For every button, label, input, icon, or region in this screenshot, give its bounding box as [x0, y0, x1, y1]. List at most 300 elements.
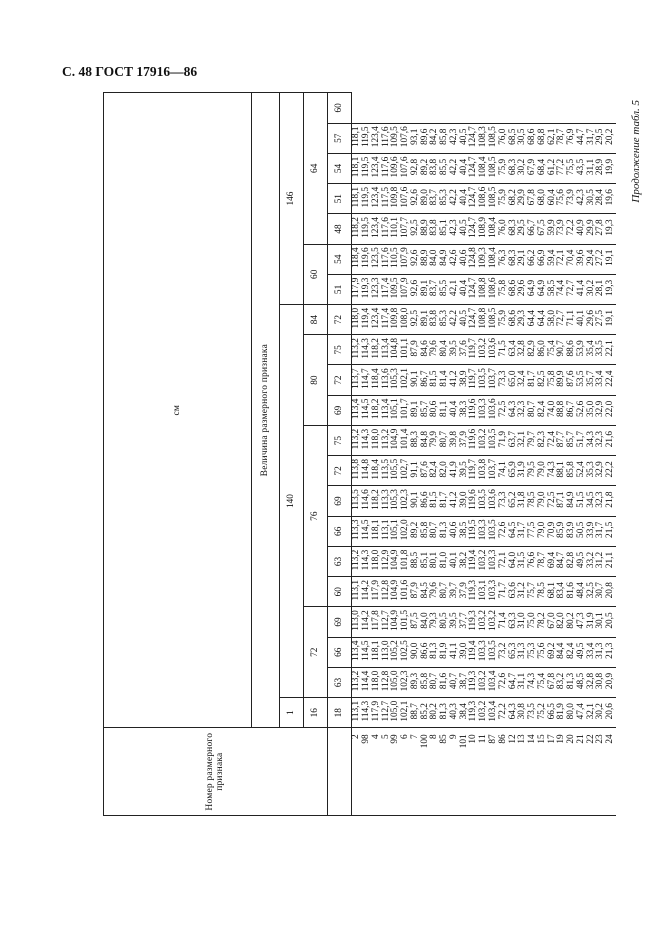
value-cell: 73,9	[557, 214, 567, 244]
value-cell: 85,9	[557, 516, 567, 546]
value-cell: 105,2	[391, 637, 401, 667]
value-cell: 114,3	[362, 546, 372, 576]
level3-header: 69	[328, 607, 352, 637]
value-cell: 82,0	[557, 607, 567, 637]
level3-header: 51	[328, 184, 352, 214]
value-cell: 113,0	[381, 637, 391, 667]
value-cell: 124,8	[469, 244, 479, 274]
value-cell: 81,0	[440, 546, 450, 576]
value-cell: 118,2	[372, 395, 382, 425]
value-cell: 68,6	[528, 123, 538, 153]
value-cell: 71,7	[499, 577, 509, 607]
value-cell: 114,8	[362, 456, 372, 486]
value-cell: 83,8	[430, 153, 440, 183]
value-cell: 32,4	[518, 365, 528, 395]
value-cell: 32,9	[596, 395, 606, 425]
value-cell: 38,7	[459, 667, 469, 697]
value-cell: 119,4	[469, 637, 479, 667]
value-cell: 101,6	[401, 577, 411, 607]
value-cell: 114,5	[362, 637, 372, 667]
level3-header: 63	[328, 546, 352, 576]
value-cell: 71,9	[499, 425, 509, 455]
value-cell: 123,4	[372, 153, 382, 183]
value-cell: 20,6	[606, 698, 616, 728]
value-cell: 82,4	[430, 456, 440, 486]
value-cell: 42,2	[450, 153, 460, 183]
value-cell: 44,7	[577, 123, 587, 153]
value-cell: 105,5	[391, 456, 401, 486]
value-cell: 90,1	[411, 486, 421, 516]
row-number-cell: 10	[469, 728, 479, 816]
value-cell: 123,4	[372, 184, 382, 214]
value-cell: 83,8	[430, 214, 440, 244]
row-number-cell: 101	[459, 728, 469, 816]
value-cell: 81,7	[528, 365, 538, 395]
value-cell: 103,7	[489, 365, 499, 395]
value-cell: 89,2	[420, 153, 430, 183]
value-cell: 19,1	[606, 305, 616, 335]
value-cell: 88,9	[420, 244, 430, 274]
value-cell: 113,1	[352, 698, 362, 728]
value-cell: 103,3	[479, 516, 489, 546]
value-cell: 39,0	[459, 486, 469, 516]
value-cell: 82,3	[538, 425, 548, 455]
value-cell: 31,2	[596, 546, 606, 576]
level3-header: 18	[328, 698, 352, 728]
value-cell: 85,7	[567, 425, 577, 455]
value-cell: 108,8	[479, 274, 489, 304]
value-cell: 86,6	[420, 486, 430, 516]
value-cell: 119,5	[362, 214, 372, 244]
value-cell: 92,5	[411, 214, 421, 244]
value-cell: 80,4	[440, 335, 450, 365]
value-cell: 74,1	[499, 456, 509, 486]
value-cell: 75,0	[528, 607, 538, 637]
value-cell: 108,4	[489, 244, 499, 274]
value-cell: 67,9	[528, 153, 538, 183]
value-cell: 105,0	[391, 698, 401, 728]
level3-header: 48	[328, 214, 352, 244]
value-cell: 19,1	[606, 244, 616, 274]
value-cell: 20,9	[606, 667, 616, 697]
value-cell: 30,5	[586, 184, 596, 214]
value-cell: 50,5	[577, 516, 587, 546]
value-cell: 51,5	[577, 486, 587, 516]
value-cell: 82,4	[567, 637, 577, 667]
value-cell: 119,6	[362, 244, 372, 274]
value-cell: 48,5	[577, 667, 587, 697]
value-cell: 89,1	[420, 274, 430, 304]
value-cell: 102,3	[401, 667, 411, 697]
level3-header: 51	[328, 274, 352, 304]
value-cell: 119,5	[362, 153, 372, 183]
value-cell: 40,4	[459, 274, 469, 304]
level3-header: 60	[328, 577, 352, 607]
value-cell: 47,4	[577, 698, 587, 728]
value-cell: 112,9	[381, 546, 391, 576]
value-cell: 118,1	[372, 516, 382, 546]
value-cell: 66,9	[538, 244, 548, 274]
value-cell: 21,5	[606, 516, 616, 546]
value-cell: 114,3	[362, 698, 372, 728]
value-cell: 89,3	[411, 667, 421, 697]
value-cell: 113,4	[381, 335, 391, 365]
value-cell: 81,1	[440, 395, 450, 425]
value-cell: 118,2	[352, 214, 362, 244]
level3-header: 69	[328, 395, 352, 425]
value-cell: 42,3	[577, 184, 587, 214]
rotated-table-container	[103, 92, 616, 816]
value-cell: 101,4	[401, 425, 411, 455]
value-cell: 117,9	[372, 577, 382, 607]
value-cell: 20,2	[606, 123, 616, 153]
value-cell: 74,0	[547, 395, 557, 425]
row-number-cell: 13	[518, 728, 528, 816]
row-number-cell: 8	[430, 728, 440, 816]
level3-header: 54	[328, 153, 352, 183]
value-cell: 42,2	[450, 184, 460, 214]
value-cell: 104,9	[391, 425, 401, 455]
value-cell: 84,4	[557, 637, 567, 667]
value-cell: 91,1	[411, 456, 421, 486]
value-cell: 109,5	[391, 274, 401, 304]
value-cell: 113,7	[352, 365, 362, 395]
value-cell: 92,5	[411, 305, 421, 335]
value-cell: 19,9	[606, 153, 616, 183]
value-cell: 119,6	[469, 486, 479, 516]
value-cell: 119,3	[469, 607, 479, 637]
value-cell: 103,5	[479, 365, 489, 395]
value-cell: 73,3	[499, 365, 509, 395]
value-cell: 51,7	[577, 425, 587, 455]
value-cell: 108,4	[479, 153, 489, 183]
value-cell: 124,7	[469, 153, 479, 183]
value-cell: 103,5	[489, 516, 499, 546]
value-cell: 85,8	[567, 456, 577, 486]
value-cell: 113,2	[352, 335, 362, 365]
value-cell: 89,2	[411, 516, 421, 546]
value-cell: 29,9	[518, 184, 528, 214]
value-cell: 42,6	[450, 244, 460, 274]
value-cell: 117,6	[381, 153, 391, 183]
value-cell: 101,1	[401, 335, 411, 365]
level3-header: 66	[328, 516, 352, 546]
value-cell: 52,4	[577, 456, 587, 486]
value-cell: 110,1	[391, 214, 401, 244]
value-cell: 28,4	[596, 184, 606, 214]
table-row	[372, 93, 382, 816]
value-cell: 81,3	[567, 667, 577, 697]
value-cell: 114,3	[362, 335, 372, 365]
row-number-cell: 87	[489, 728, 499, 816]
value-cell: 30,2	[596, 698, 606, 728]
value-cell: 47,3	[577, 607, 587, 637]
value-cell: 113,1	[352, 577, 362, 607]
value-cell: 39,7	[450, 577, 460, 607]
value-cell: 68,1	[547, 577, 557, 607]
value-cell: 113,2	[352, 425, 362, 455]
row-number-cell: 5	[381, 728, 391, 816]
row-number-cell: 12	[508, 728, 518, 816]
value-cell: 114,5	[362, 395, 372, 425]
value-cell: 68,3	[508, 214, 518, 244]
value-cell: 29,1	[518, 244, 528, 274]
value-cell: 89,1	[411, 395, 421, 425]
row-number-cell: 21	[577, 728, 587, 816]
value-cell: 58,0	[547, 305, 557, 335]
value-cell: 102,1	[401, 365, 411, 395]
value-cell: 63,4	[508, 335, 518, 365]
value-cell: 62,1	[547, 123, 557, 153]
level1-header: 1	[280, 698, 304, 728]
value-cell: 79,6	[430, 577, 440, 607]
level3-header: 57	[328, 123, 352, 153]
value-cell: 85,8	[420, 667, 430, 697]
value-cell: 84,0	[420, 607, 430, 637]
value-cell: 80,2	[430, 698, 440, 728]
value-cell: 80,2	[567, 607, 577, 637]
value-cell: 113,4	[352, 637, 362, 667]
value-cell: 119,7	[469, 456, 479, 486]
value-cell: 52,6	[577, 395, 587, 425]
value-cell: 40,5	[459, 123, 469, 153]
value-cell: 59,9	[547, 214, 557, 244]
value-cell: 64,4	[528, 305, 538, 335]
value-cell: 42,1	[450, 274, 460, 304]
value-cell: 103,7	[489, 456, 499, 486]
value-cell: 68,2	[508, 184, 518, 214]
value-cell: 32,9	[596, 456, 606, 486]
value-cell: 65,9	[508, 456, 518, 486]
value-cell: 71,5	[499, 335, 509, 365]
value-cell: 67,8	[547, 667, 557, 697]
value-cell: 84,2	[430, 123, 440, 153]
value-cell: 80,7	[430, 667, 440, 697]
value-cell: 103,2	[479, 335, 489, 365]
row-number-cell: 17	[547, 728, 557, 816]
value-cell: 68,8	[538, 123, 548, 153]
value-cell: 119,3	[469, 667, 479, 697]
value-cell: 112,8	[381, 577, 391, 607]
value-cell: 87,9	[411, 335, 421, 365]
value-cell: 31,0	[518, 607, 528, 637]
level3-header: 72	[328, 365, 352, 395]
value-cell: 40,4	[450, 395, 460, 425]
value-cell: 64,9	[538, 274, 548, 304]
value-cell: 67,0	[547, 607, 557, 637]
value-cell: 103,1	[479, 577, 489, 607]
value-cell: 72,7	[567, 274, 577, 304]
value-cell: 113,5	[381, 456, 391, 486]
value-cell: 103,3	[479, 637, 489, 667]
value-cell: 30,7	[596, 577, 606, 607]
value-cell: 102,0	[401, 516, 411, 546]
header-unit-text: см	[171, 404, 182, 416]
value-cell: 58,5	[547, 274, 557, 304]
value-cell: 32,8	[518, 335, 528, 365]
value-cell: 74,3	[528, 667, 538, 697]
value-cell: 92,8	[411, 153, 421, 183]
value-cell: 85,8	[440, 123, 450, 153]
row-number-cell: 86	[499, 728, 509, 816]
value-cell: 21,1	[606, 546, 616, 576]
value-cell: 92,6	[411, 244, 421, 274]
value-cell: 119,5	[469, 516, 479, 546]
table-row	[577, 93, 587, 816]
value-cell: 123,4	[372, 305, 382, 335]
value-cell: 79,0	[538, 486, 548, 516]
value-cell: 38,3	[459, 395, 469, 425]
value-cell: 81,4	[440, 365, 450, 395]
value-cell: 67,5	[538, 214, 548, 244]
value-cell: 39,5	[459, 456, 469, 486]
value-cell: 119,6	[469, 425, 479, 455]
value-cell: 31,9	[518, 456, 528, 486]
value-cell: 81,5	[430, 486, 440, 516]
level2-header: 84	[304, 305, 328, 335]
value-cell: 68,3	[508, 153, 518, 183]
value-cell: 81,9	[557, 698, 567, 728]
level2-header: 72	[304, 607, 328, 698]
level3-header: 66	[328, 637, 352, 667]
level3-header: 63	[328, 667, 352, 697]
value-cell: 40,6	[459, 244, 469, 274]
value-cell: 118,1	[352, 123, 362, 153]
value-cell: 87,7	[557, 425, 567, 455]
value-cell: 85,5	[440, 153, 450, 183]
value-cell: 33,9	[586, 516, 596, 546]
value-cell: 32,8	[586, 667, 596, 697]
level2-header: 60	[304, 244, 328, 304]
value-cell: 89,6	[420, 123, 430, 153]
value-cell: 117,6	[381, 214, 391, 244]
value-cell: 118,4	[352, 244, 362, 274]
value-cell: 29,4	[586, 244, 596, 274]
value-cell: 113,2	[381, 425, 391, 455]
value-cell: 42,3	[450, 214, 460, 244]
value-cell: 86,7	[420, 365, 430, 395]
value-cell: 33,4	[596, 365, 606, 395]
value-cell: 88,6	[567, 335, 577, 365]
value-cell: 74,3	[547, 456, 557, 486]
value-cell: 72,2	[499, 698, 509, 728]
value-cell: 30,1	[596, 607, 606, 637]
value-cell: 29,5	[518, 214, 528, 244]
value-cell: 39,5	[450, 607, 460, 637]
value-cell: 85,3	[440, 184, 450, 214]
value-cell: 110,5	[391, 244, 401, 274]
value-cell: 103,2	[479, 698, 489, 728]
value-cell: 49,5	[577, 546, 587, 576]
value-cell: 35,4	[586, 335, 596, 365]
value-cell: 81,3	[440, 516, 450, 546]
value-cell: 40,9	[577, 214, 587, 244]
value-cell: 34,3	[586, 425, 596, 455]
value-cell: 72,6	[499, 516, 509, 546]
value-cell: 114,2	[362, 577, 372, 607]
value-cell: 86,0	[538, 335, 548, 365]
value-cell: 89,1	[420, 305, 430, 335]
value-cell: 103,3	[489, 546, 499, 576]
value-cell: 22,2	[606, 456, 616, 486]
value-cell: 34,5	[586, 486, 596, 516]
value-cell: 107,7	[401, 214, 411, 244]
row-number-cell: 24	[606, 728, 616, 816]
row-number-cell: 100	[420, 728, 430, 816]
value-cell: 90,0	[411, 637, 421, 667]
number-column-blank	[328, 728, 352, 816]
value-cell: 108,5	[489, 153, 499, 183]
value-cell: 33,4	[586, 637, 596, 667]
value-cell: 29,5	[596, 123, 606, 153]
value-cell: 117,9	[372, 698, 382, 728]
value-cell: 39,5	[450, 335, 460, 365]
value-cell: 90,7	[557, 335, 567, 365]
value-cell: 119,3	[362, 274, 372, 304]
value-cell: 118,0	[372, 667, 382, 697]
value-cell: 87,6	[420, 456, 430, 486]
value-cell: 64,4	[538, 305, 548, 335]
header-value-label: Величина размерного признака	[252, 93, 280, 728]
value-cell: 113,2	[352, 546, 362, 576]
level3-header: 75	[328, 425, 352, 455]
value-cell: 113,4	[381, 395, 391, 425]
value-cell: 53,5	[577, 365, 587, 395]
value-cell: 63,7	[508, 425, 518, 455]
table-row	[450, 93, 460, 816]
value-cell: 114,2	[362, 607, 372, 637]
value-cell: 103,2	[479, 667, 489, 697]
value-cell: 118,0	[372, 546, 382, 576]
value-cell: 84,5	[420, 577, 430, 607]
value-cell: 85,7	[420, 395, 430, 425]
value-cell: 65,0	[508, 365, 518, 395]
value-cell: 113,5	[352, 486, 362, 516]
value-cell: 53,9	[577, 335, 587, 365]
value-cell: 105,3	[391, 486, 401, 516]
value-cell: 69,2	[547, 637, 557, 667]
value-cell: 78,5	[528, 486, 538, 516]
value-cell: 101,7	[401, 395, 411, 425]
value-cell: 102,5	[401, 637, 411, 667]
row-number-cell: 9	[450, 728, 460, 816]
value-cell: 64,9	[528, 274, 538, 304]
value-cell: 20,5	[606, 607, 616, 637]
value-cell: 102,7	[401, 456, 411, 486]
value-cell: 104,9	[391, 577, 401, 607]
value-cell: 101,8	[401, 546, 411, 576]
value-cell: 37,9	[459, 425, 469, 455]
value-cell: 105,1	[391, 395, 401, 425]
value-cell: 114,7	[362, 365, 372, 395]
value-cell: 117,4	[381, 305, 391, 335]
value-cell: 85,1	[420, 546, 430, 576]
value-cell: 118,0	[352, 305, 362, 335]
value-cell: 29,6	[586, 305, 596, 335]
value-cell: 81,6	[440, 667, 450, 697]
value-cell: 20,8	[606, 577, 616, 607]
value-cell: 80,7	[440, 425, 450, 455]
value-cell: 118,4	[372, 456, 382, 486]
value-cell: 119,7	[469, 365, 479, 395]
value-cell: 29,9	[586, 214, 596, 244]
value-cell: 41,1	[450, 637, 460, 667]
value-cell: 107,6	[401, 153, 411, 183]
value-cell: 70,4	[567, 244, 577, 274]
value-cell: 75,9	[499, 305, 509, 335]
value-cell: 40,5	[459, 305, 469, 335]
row-number-cell: 15	[538, 728, 548, 816]
